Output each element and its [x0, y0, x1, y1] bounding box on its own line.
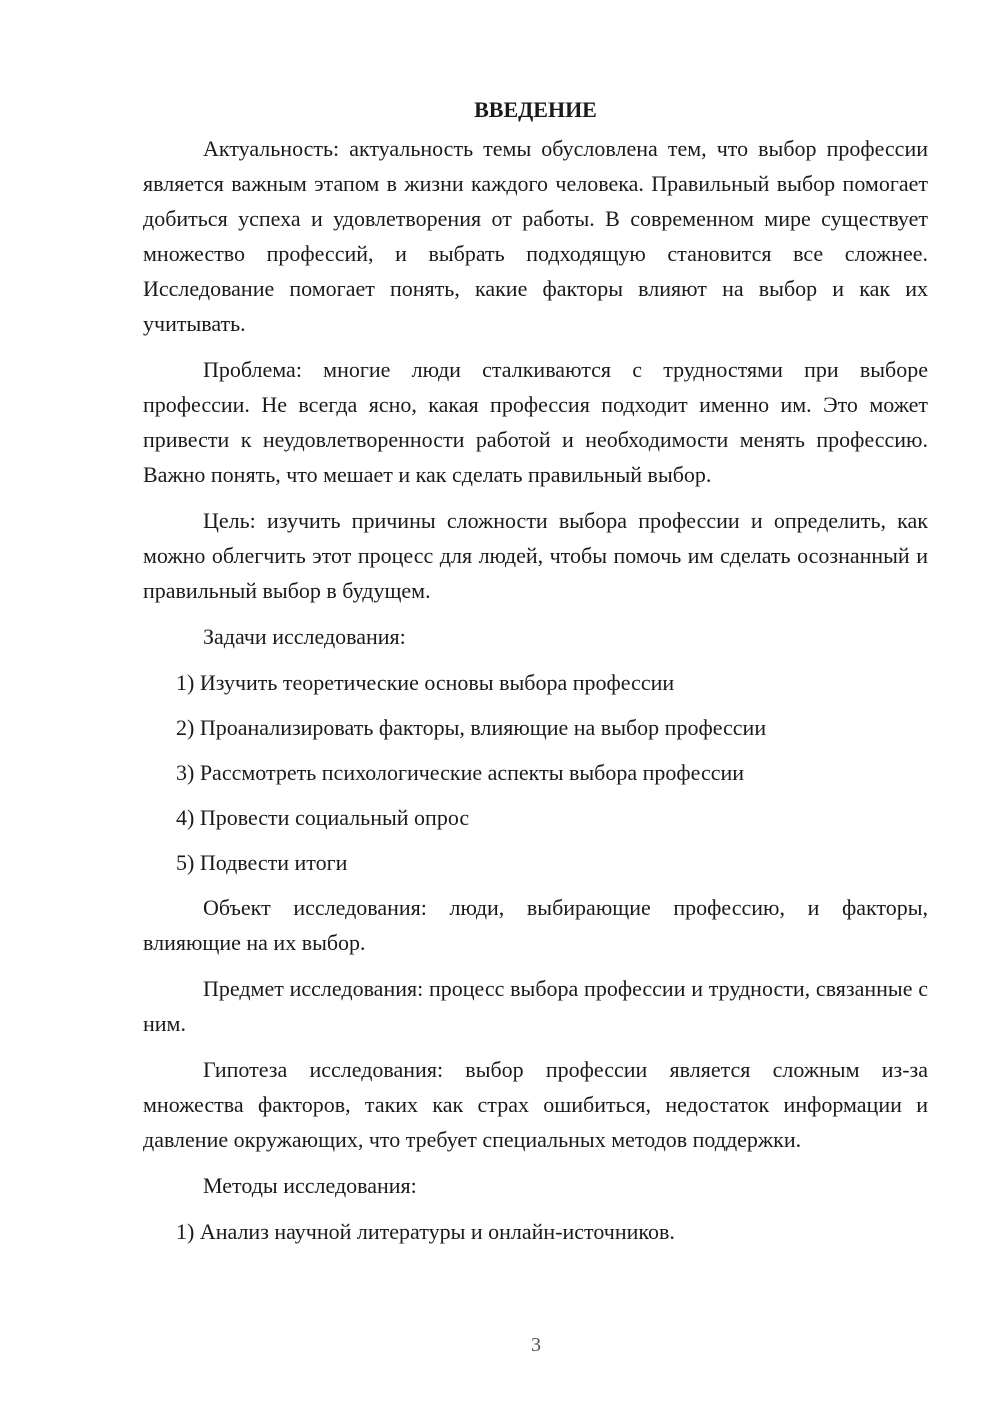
methods-list: [143, 1214, 928, 1249]
relevance-paragraph: Актуальность: актуальность темы обусловлена тем, что выбор профессии является важным этапом в жизни каждого человека. Правильный выбор помогает добиться успеха и удовлетворения от работы. В современном мире существует множество профессий, и выбрать подходящую становится все сложнее. Исследование помогает понять, какие факторы влияют на выбор и как их учитывать.: [143, 136, 928, 336]
page-title: ВВЕДЕНИЕ: [474, 97, 597, 122]
subject-paragraph: Предмет исследования: процесс выбора профессии и трудности, связанные с ним.: [143, 976, 928, 1036]
object-paragraph: Объект исследования: люди, выбирающие профессию, и факторы, влияющие на их выбор.: [143, 895, 928, 955]
list-item: 5) Подвести итоги: [176, 850, 348, 875]
page-content: [143, 92, 928, 1259]
methods-heading: Методы исследования:: [203, 1173, 417, 1198]
hypothesis-paragraph: Гипотеза исследования: выбор профессии является сложным из-за множества факторов, таких как страх ошибиться, недостаток информации и давление окружающих, что требует специальных методов поддержки.: [143, 1057, 928, 1152]
goal-paragraph: Цель: изучить причины сложности выбора профессии и определить, как можно облегчить этот процесс для людей, чтобы помочь им сделать осознанный и правильный выбор в будущем.: [143, 508, 928, 603]
list-item: 3) Рассмотреть психологические аспекты выбора профессии: [176, 760, 745, 785]
list-item: 4) Провести социальный опрос: [176, 805, 470, 830]
page-number: 3: [531, 1334, 541, 1356]
problem-paragraph: Проблема: многие люди сталкиваются с трудностями при выборе профессии. Не всегда ясно, какая профессия подходит именно им. Это может привести к неудовлетворенности работой и необходимости менять профессию. Важно понять, что мешает и как сделать правильный выбор.: [143, 357, 928, 487]
tasks-heading: Задачи исследования:: [203, 624, 406, 649]
list-item: 1) Изучить теоретические основы выбора профессии: [176, 670, 675, 695]
list-item: 2) Проанализировать факторы, влияющие на выбор профессии: [176, 715, 767, 740]
tasks-list: [143, 665, 928, 880]
list-item: 1) Анализ научной литературы и онлайн-источников.: [176, 1219, 675, 1244]
